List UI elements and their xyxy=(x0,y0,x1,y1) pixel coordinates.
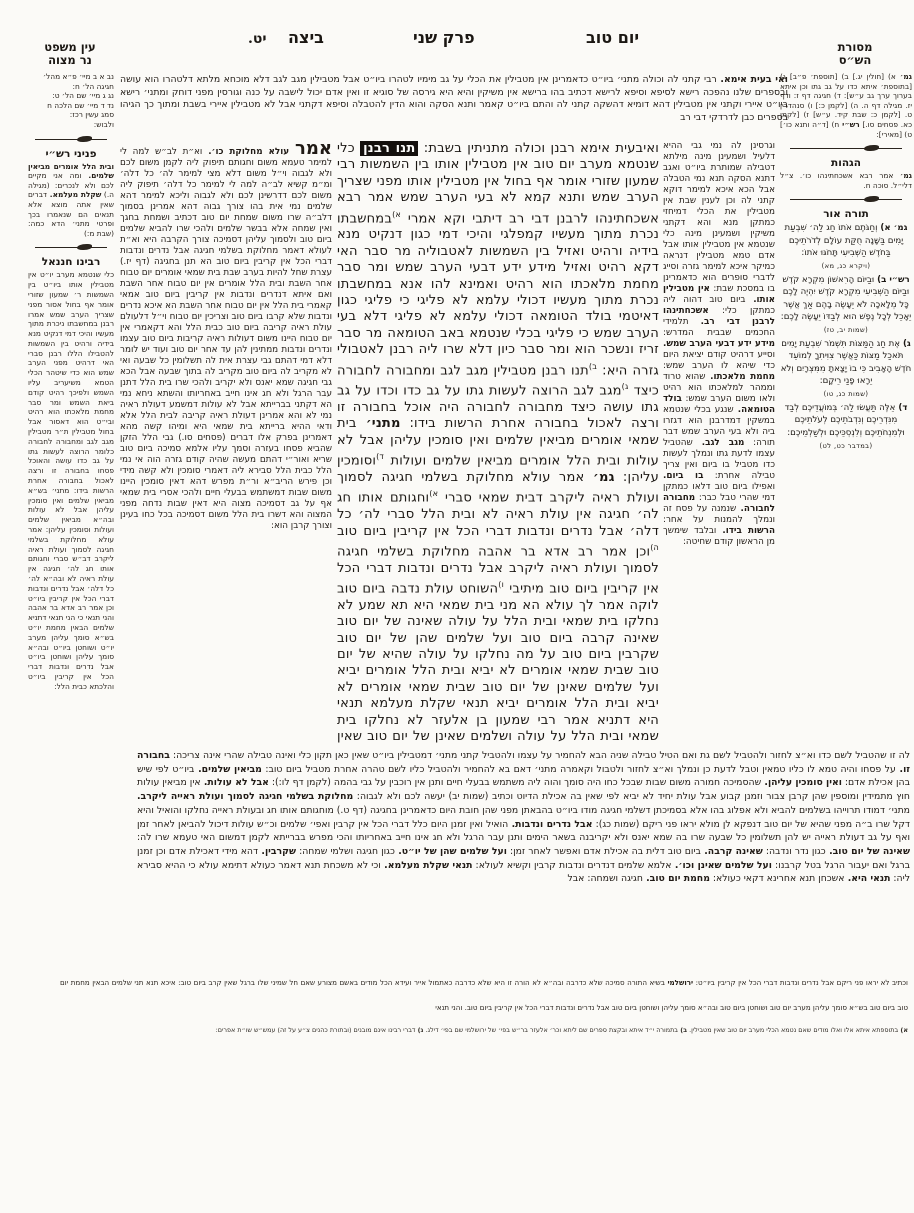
hagahot-text: גמ׳ אמר רבא אשכחתינהו כו׳. צ״ל דלי״ל. סוכה ח. xyxy=(780,171,912,190)
footer-line-1: וכתיב לא יראו פני ריקם אבל נדרים ונדבות דברי הכל אין קריבין ביו״ט: ירושלמי בשיא התורה סמיכה שלא כדרבה ובה״א לא הורה זו היא שלא כדרבה כאתמול אייר ועידא הכל מודים באשם מצורע שאם חל שמיני שלו ברגל שאין קרב ביום טוב: xyxy=(178,978,908,987)
gemara-column: ואיבעית אימא רבנן וכולה מתניתין בשבת: תנו רבנן כלי שנטמא מערב יום טוב אין מטבילין אותו בין השמשות רבי שמעון שזורי אומר אף בחול אין מטבילין אותו מפני שצריך הערב שמש ותנא קמא לא בעי הערב שמש אמר רבא אשכחתינהו לרבנן דבי רב דיתבי וקא אמרי $^{א)}$במחשבתו נכרת מתוך מעשיו קמפלגי והיכי דמי כגון דנקיט מנא בידיה ורהיט ואזיל בין השמשות לאטבוליה מר סבר האי דקא רהיט ואזיל מידע ידע דבעי הערב שמש ומר סבר מחמת מלאכתו הוא רהיט ואמינא להו אנא במחשבתו נכרת מתוך מעשיו דכולי עלמא לא פליגי כי פליגי כגון דאיטמי בולד הטומאה דכולי עלמא לא פליגי דלא בעי הערב שמש כי פליגי בכלי שנטמא באב הטומאה מר סבר זריז ונשכר הוא ומר סבר כיון דלא שרו ליה רבנן לאטבולי גזרה היא: $^{ב)}$תנו רבנן מטבילין מגב לגב ומחבורה לחבורה כיצד $^{ג)}$מגב לגב הרוצה לעשות גתו על גב כדו וכדו על גב גתו עושה כיצד מחבורה לחבורה היה אוכל בחבורה זו ורצה לאכול בחבורה אחרת הרשות בידו: מתני׳ בית שמאי אומרים מביאין שלמים ואין סומכין עליהן אבל לא עולות ובית הלל אומרים מביאין שלמים ועולות $^{ד)}$וסומכין עליהן: גמ׳ אמר עולא מחלוקת בשלמי חגיגה לסמוך ועולת ראיה ליקרב דבית שמאי סברי $^{א)}$וחגותם אותו חג לה׳ חגיגה אין עולת ראיה לא ובית הלל סברי לה׳ כל דלה׳ אבל נדרים ונדבות דברי הכל אין קריבין ביום טוב $^{ה)}$וכן אמר רב אדא בר אהבה מחלוקת בשלמי חגיגה לסמוך ועולת ראיה ליקרב אבל נדרים ונדבות דברי הכל אין קריבין ביום טוב מיתיבי $^{ו)}$השוחט עולת נדבה ביום טוב לוקה אמר לך עולא הא מני בית שמאי היא תא שמע לא נחלקו בית שמאי ובית הלל על עולה שאינה של יום טוב שאינה קרבה ביום טוב ועל שלמים שהן של יום טוב שקרבין ביום טוב על מה נחלקו על עולה שהיא של יום טוב שבית שמאי אומרים לא יביא ובית הלל אומרים יביא ועל שלמים שאינן של יום טוב שבית שמאי אומרים לא יביא ובית הלל אומרים יביא תנאי שקלת מעלמא תנאי היא דתניא אמר רבי שמעון בן אלעזר לא נחלקו בית שמאי ובית הלל על עולה ושלמים שאינן של יום טוב שאין xyxy=(337,141,659,745)
rashi-column: וגרסינן לה נמי גבי ההיא דלעיל ושמעינן מינה מילתא דטבילה שמותרת ביו״ט ואגב דתנא הסקה תנא נמי הטבלה אבל הכא איכא למימר דוקא קתני לה וכן לענין שבת אין מטבילין את הכלי דמיחזי כמתקן מנא והא דקתני משיקין ושמעינן מינה כלי שנטמא אין מטבילין אותו אבל אדם טמא מטבילין דנראה כמיקר איכא למימר גזרה וסייג לדברי סופרים הוא כדאמרינן בו במסכת שבת: אין מטבילין אותו. ביום טוב דהוה ליה כמתקן כלי: אשכחתינהו לרבנן דבי רב. תלמידי החכמים שבבית המדרש: מידע ידע דבעי הערב שמש. וסייע דרהיט קודם יציאת היום כדי שיהא לו הערב שמש: מחמת מלאכתו. שהוא טרוד וממהר למלאכתו הוא רהיט ולאו משום הערב שמש: בולד הטומאה. שנגע בכלי שנטמא במשקין דמדרבנן הוא דגזרו ביה ולא בעי הערב שמש דבר תורה: מגב לגב. שהטביל עצמו לדעת גתו ונמלך לעשות כדו מטביל בו ביום ואין צריך טבילה אחרת: בו ביום. ואפילו ביום טוב דלאו כמתקן דמי שהרי טבל כבר: מחבורה לחבורה. שנמנה על פסח זה ונמלך להמנות על אחר: הרשות בידו. ובלבד שימשך מן הראשון קודם שחיטה: xyxy=(663,141,775,547)
ein-mishpat-title xyxy=(28,41,112,67)
perek-name: יום טוב xyxy=(586,28,640,47)
tractate-name: ביצה xyxy=(288,28,324,47)
right-margin-column xyxy=(780,72,912,752)
torah-or-title: תורה אור xyxy=(823,208,869,221)
torah-or-verses: גמ׳ א) וְחַגֹּתֶם אֹתוֹ חַג לַה׳ שִׁבְעַת יָמִים בַּשָּׁנָה חֻקַּת עוֹלָם לְדֹרֹתֵיכֶם בַּחֹדֶשׁ הַשְּׁבִיעִי תָּחֹגּוּ אֹתוֹ: (ויקרא כג, מא) רש״י ב) וּבַיּוֹם הָרִאשׁוֹן מִקְרָא קֹדֶשׁ וּבַיּוֹם הַשְּׁבִיעִי מִקְרָא קֹדֶשׁ יִהְיֶה לָכֶם כָּל מְלָאכָה לֹא יֵעָשֶׂה בָהֶם אַךְ אֲשֶׁר יֵאָכֵל לְכָל נֶפֶשׁ הוּא לְבַדּוֹ יֵעָשֶׂה לָכֶם: (שמות יב, טז) ג) אֶת חַג הַמַּצּוֹת תִּשְׁמֹר שִׁבְעַת יָמִים תֹּאכַל מַצּוֹת כַּאֲשֶׁר צִוִּיתִךָ לְמוֹעֵד חֹדֶשׁ הָאָבִיב כִּי בוֹ יָצָאתָ מִמִּצְרָיִם וְלֹא יֵרָאוּ פָנַי רֵיקָם: (שמות כג, טו) ד) אֵלֶּה תַּעֲשׂוּ לַה׳ בְּמוֹעֲדֵיכֶם לְבַד מִנִּדְרֵיכֶם וְנִדְבֹתֵיכֶם לְעֹלֹתֵיכֶם וּלְמִנְחֹתֵיכֶם וְלִנְסְכֵּיכֶם וּלְשַׁלְמֵיכֶם: (במדבר כט, לט) xyxy=(780,223,912,450)
ein-mishpat-title-line2: נר מצוה xyxy=(48,52,92,67)
rabbeinu-chananel-text: כלי שנטמא מערב יו״ט אין מטבילין אותו ביו״ט בין השמשות ר׳ שמעון שזורי אומר אף בחול אסור מפני שצריך הערב שמש אמרו רבנן במחשבתו ניכרת מתוך מעשיו והיכי דמי דנקיט מנא בידיה ורהיט בין השמשות להטבילו הללו רבנן סברי האי דרהיט מפני הערב שמש הוא כדי שיטהר הכלי הטמא משיעריב עליו השמש ולפיכך רהיט קודם ביאת השמש ומר סבר מחמת מלאכתו הוא רהיט ובי״ט הוא דאסור אבל בחול מטבילין ת״ר מטבילין מגב לגב ומחבורה לחבורה כלומר הרוצה לעשות גתו על גב כדו עושה והאוכל פסחו בחבורה זו ורצה לאכול בחבורה אחרת הרשות בידו: מתני׳ בש״א מביאין שלמים ואין סומכין עליהן אבל לא עולות ובה״א מביאין שלמים ועולות וסומכין עליהן: אמר עולא מחלוקת בשלמי חגיגה לסמוך ועולת ראיה ליקרב דב״ש סברי וחגותם אותו חג לה׳ חגיגה אין עולת ראיה לא ובה״א לה׳ כל דלה׳ אבל נדרים ונדבות דברי הכל אין קריבין ביו״ט וכן אמר רב אדא בר אהבה והני תנאי כי הני תנאי דתניא שלמים הבאין מחמת יו״ט בש״א סומך עליהן מערב יו״ט ושוחטן ביו״ט ובה״א סומך עליהן ושוחטן ביו״ט אבל נדרים ונדבות דברי הכל אין קריבין ביו״ט והלכתא כבית הלל: xyxy=(28,270,114,691)
footer-line-2: איכא תנא תני שלמים הבאין מחמת יום טוב ביום טוב בש״א סומך עליהן מערב יום טוב ושוחטן ביום טוב ובה״א סומך עליהן ושוחטן ביום טוב אבל נדרים ונדבות דברי הכל אין קריבין ביום טוב. והני תנאי xyxy=(60,978,908,1012)
perek-number: פרק שני xyxy=(413,28,475,47)
squiggle-divider xyxy=(30,134,112,144)
hagahot-title: הגהות xyxy=(831,157,861,170)
masoret-hashas-notes: גמ׳ א) [חולין יג.] ב) [תוספת׳ פ״ב] ג) [בתוספת׳ איתא כדו על גב גתו וכן איתא בערוך ערך גב ע״ש]: ד) חגיגה דף ז: ודף יז. מגילה דף ה. ה) [לקמן כ:] ו) סנהדרין ט. [לקמן כ: שבת קיד. ע״ש] ז) [לקמן כא. פסחים סו.] רש״י ח) [ד״ה ותנא כו׳] ט) [מאירי]: xyxy=(780,72,912,139)
rashi-wide-block: לה זו שהטביל לשם כדו וא״צ לחזור ולהטביל לשם גת ואם הטיל טבילה שניה הבא להחמיר על עצמו ולהטביל קתני מתני׳ דמטבילין ביו״ט שאין כאן תקון כלי ואינה טבילה שהרי אינה צריכה: בחבורה זו. על פסחו והיה טמא לו כליו טמאין וטבל לדעת כן ונמלך וא״צ לחזור ולטבול וקאמרה מתני׳ דאם בא להחמיר ולהטביל כליו לשם טהרה אחרת מטביל ביום טוב: מביאין שלמים. ביו״ט לפי שיש בהן אכילת אדם: ואין סומכין עליהן. שהסמיכה חמורה משום שבות שבכל כחו היה סומך והוה ליה משתמש בבעלי חיים ותנן אין רוכבין על גבי בהמה (לקמן דף לו:): אבל לא עולות. אין מביאין עולות חוץ מתמידין ומוספין שהן קרבן צבור וזמנן קבוע אבל עולת יחיד לא יביא לפי שאין בה אכילת הדיוט וכתיב (שמות יב) יעשה לכם ולא לגבוה: מחלוקת בשלמי חגיגה לסמוך ועולת ראייה ליקרב. מתני׳ דמודו תרוייהו בשלמים להביא ולא אפלוג בהו אלא בסמיכתן דשלמי חגיגה מודו ביו״ט בהבאתן מפני שהן חובת היום כדאמרינן בחגיגה (דף ט.) מוחגותם אותו חג ובעולת ראייה נחלקו והואיל והיא דקל שרו ב״ה מפני שהיא של יום טוב דנפקא לן מולא יראו פני ריקם (שמות כג): אבל נדרים ונדבות. הואיל ואין זמנן היום כלל דברי הכל אין קרבין ואפי׳ שלמים וכ״ש עולות דיכול להביאן לאחר זמן ואף על גב דעולת ראייה יש להן תשלומין כל שבעה שרו בה שמא יאנס ולא יקריבנה בשאר הימים ותנן עבר הרגל ולא חג אינו חייב באחריותו והכי מפרש בברייתא לקמן דמשום האי טעמא שרו לה: שאינה של יום טוב. כגון נדר ונדבה: שאינה קרבה. ביום טוב דלית בה אכילת אדם ואפשר לאחר זמן: ועל שלמים שהן של יו״ט. כגון חגיגה ושלמי שמחה: שקרבין. דהא מידי דאכילת אדם וכן זמנן ברגל ואם יעבור הרגל בטל קרבנו: ועל שלמים שאינן וכו׳. אלמא שלמים דנדרים ונדבות קרבין וקשיא לעולא: תנאי שקלת מעלמא. וכי לא משכחת תנא דאמר כעולא דתימא עולא כי ההיא סבירא ליה: תנאי היא. אשכחן תנא אחרינא דקאי כעולא: מחמת יום טוב. חגיגה ושמחה: אבל xyxy=(137,750,910,885)
rashi-top-band: ואי בעית אימא. רבי קתני לה וכולה מתני׳ ביו״ט כדאמרינן אין מטבילין את הכלי על גב מימיו לטהרו ביו״ט אבל מטבילין מגב לגב דלא מוכחא מלתא דלטהרו הוא עושה ובספרים שלנו נהפכה רישא לסיפא וסיפא לרישא דכתיב בהו ברישא אין משיקין והיא היא גירסה של סוגיא זו ואין אדם יכול לישבה על כנה וגורסין מפני דוחק ומתני׳ רישא ביו״ט איירי וקתני אין מטבילין דהא דומיא דהשקה קתני לה והתם ביו״ט קאמר ותנא הסקה והוא הדין להטבלה וסיפא דקתני אבל לא מטבילין איירי בשבת ומתוך כך הגיהו בספרים כבן לדרדקי דבי רב xyxy=(120,74,788,124)
pninei-rashi-text: ובית הלל אומרים מביאין שלמים. ומה אני מקיים לכם ולא לנכרים: (מגילה ה.) שקלת מעלמא. דברים שאין אתה מוצא אלא תנאים הם שנאמרו בכך ופרטי מתני׳ הדא כמה: (שבת מ:) xyxy=(28,161,114,238)
ein-mishpat-title-line1: עין משפט xyxy=(44,40,96,54)
ein-mishpat-notes: נב א ב מיי׳ פ״א מהל׳ חגיגה הל׳ ח: נג ג מיי׳ שם הל׳ ט: נד ד מיי׳ שם הלכה ח סמג עשין רכז: ולבוש: xyxy=(42,72,114,129)
squiggle-divider xyxy=(30,242,112,252)
pninei-rashi-title: פניני רש״י xyxy=(45,147,97,160)
left-margin-column xyxy=(28,72,114,1007)
squiggle-divider xyxy=(782,194,910,204)
rabbeinu-chananel-title: רבינו חננאל xyxy=(41,256,101,269)
squiggle-divider xyxy=(782,143,910,153)
masoret-title-line2: הש״ס xyxy=(838,52,872,67)
footer-notes: א) בתוספתא איתא אלו ואלו מודים שאם נטמא הכלי מערב יום טוב שאין מטבילין. ב) בתמורה י״ד איתא ובקצת ספרים שם ליתא וכר׳ אלעזר בר״ש בפי׳ של ירושלמי שם בפי׳ דילג. ג) דברי רבינו אינם מובנים (ובתורת כהנים צ״ע על זה) עמש״ש שו״ת אפרים: xyxy=(215,1026,908,1034)
masoret-title-line1: מסורת xyxy=(837,40,873,54)
masoret-hashas-title xyxy=(818,41,892,67)
footer-continuation xyxy=(60,970,908,1022)
tosafot-column: אמר עולא מחלוקת כו׳. וא״ת לב״ש למה לי למימר טעמא משום וחגותם תיפוק ליה לקמן משום לכם ולא לגבוה וי״ל משום דלא מצי למימר לה׳ כל דלה׳ ומ״מ קשיא לב״ה למה לי למימר כל דלה׳ תיפוק ליה משום לכם דדרשינן לכם ולא לגבוה וליכא למימר דהא שלמים נמי אית בהו צורך גבוה דהא אמרינן בסמוך דלב״ה שרו משום שמחת יום טוב דכתיב ושמחת בחגך ואין שמחה אלא בבשר שלמים ולהכי שרו להביא שלמים ביום טוב ולסמוך עליהן דסמיכה צורך הקרבה היא וא״ת לעולא דאמר מחלוקת בשלמי חגיגה אבל נדרים ונדבות דברי הכל אין קריבין ביום טוב הא תנן בחגיגה (דף יז.) עצרת שחל להיות בערב שבת בית שמאי אומרים יום טבוח אחר השבת ובית הלל אומרים אין יום טבוח אחר השבת ואם איתא דנדרים ונדבות אין קריבין ביום טוב אמאי קאמרי בית הלל אין יום טבוח אחר השבת הא איכא נדרים ונדבות שלא קרבו ביום טוב וצריכין יום טבוח וי״ל דלעולם עולת ראיה קריבה ביום טוב כבית הלל והא דקאמרי אין יום טבוח היינו משום דעולות ראיה קריבות ביום טוב עצמו ונדרים ונדבות ממתינין להן עד אחר יום טוב ועוד יש לומר דלא דמי דהתם גבי עצרת אית לה תשלומין כל שבעה ואי לא מקריב לה ביום טוב מקריב לה בתוך שבעה אבל הכא גבי חגיגה שמא יאנס ולא יקריב ולהכי שרו בית הלל דתנן עבר הרגל ולא חג אינו חייב באחריותו והשתא ניחא נמי הא דקתני בברייתא אבל לא עולות דמשמע דעולת ראיה נמי לא והא אמרינן דעולת ראיה קריבה לבית הלל אלא ודאי ההיא ברייתא בית שמאי היא ומיהו קשה מהא דאמרינן בפרק אלו דברים (פסחים סו.) גבי הלל הזקן שהביא פסחו בעזרה וסמך עליו אלמא סמיכה ביום טוב שריא ואור״י דהתם מעשה שהיה קודם גזרה הוה אי נמי הלל כבית הלל סבירא ליה דאמרי סומכין ולא קשה מידי וכן פירש הריב״א ור״ת מפרש דהא דאין סומכין היינו משום שבות דמשתמש בבעלי חיים ולהכי אסרי בית שמאי אף על גב דסמיכה מצוה היא דאין שבות נדחה מפני המצוה והא דשרו בית הלל משום דסמיכה בכל כחו בעינן וצורך קרבן הוא: xyxy=(120,141,332,531)
daf-number: יט. xyxy=(248,31,267,47)
